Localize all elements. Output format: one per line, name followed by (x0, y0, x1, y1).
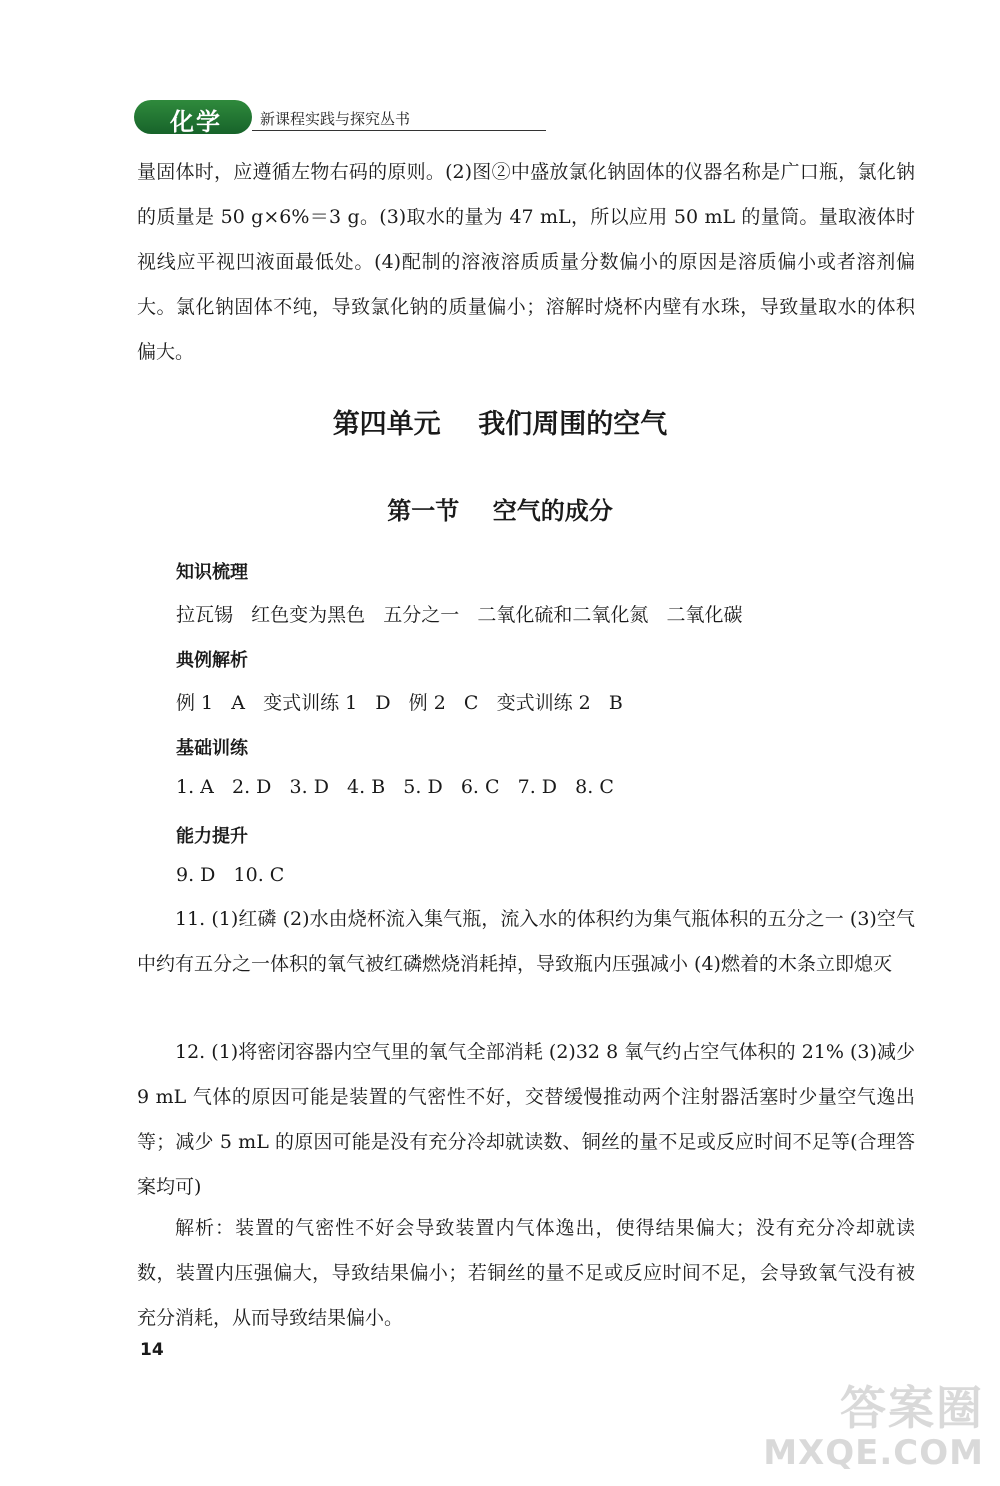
analysis-paragraph: 解析：装置的气密性不好会导致装置内气体逸出，使得结果偏大；没有充分冷却就读数，装置内压强偏大，导致结果偏小；若铜丝的量不足或反应时间不足，会导致氧气没有被充分消耗，从而导致结果偏小。 (137, 1217, 915, 1329)
section-title: 第一节 空气的成分 (387, 497, 613, 525)
examples-answers: 例 1 A 变式训练 1 D 例 2 C 变式训练 2 B (176, 692, 623, 714)
header-rule (252, 130, 546, 131)
page-number: 14 (140, 1340, 164, 1360)
question-12: 12. (1)将密闭容器内空气里的氧气全部消耗 (2)32 8 氧气约占空气体积的 21% (3)减少 9 mL 气体的原因可能是装置的气密性不好，交替缓慢推动两个注射器活塞时少量空气逸出等；减少 5 mL 的原因可能是没有充分冷却就读数、铜丝的量不足或反应时间不足等(合理答案均可) (137, 1041, 915, 1198)
basic-training-answers: 1. A 2. D 3. D 4. B 5. D 6. C 7. D 8. C (176, 776, 614, 798)
knowledge-heading: 知识梳理 (176, 562, 248, 583)
subject-badge (134, 100, 252, 134)
watermark-url: MXQE.COM (763, 1433, 984, 1473)
ability-heading: 能力提升 (176, 826, 248, 847)
watermark (763, 1382, 984, 1472)
series-title: 新课程实践与探究丛书 (260, 110, 411, 128)
unit-title: 第四单元 我们周围的空气 (332, 409, 668, 440)
intro-paragraph: 量固体时，应遵循左物右码的原则。(2)图②中盛放氯化钠固体的仪器名称是广口瓶，氯化钠的质量是 50 g×6%＝3 g。(3)取水的量为 47 mL，所以应用 50 mL 的量筒。量取液体时视线应平视凹液面最低处。(4)配制的溶液溶质质量分数偏小的原因是溶质偏小或者溶剂偏大。氯化钠固体不纯，导致氯化钠的质量偏小；溶解时烧杯内壁有水珠，导致量取水的体积偏大。 (137, 161, 915, 363)
question-11: 11. (1)红磷 (2)水由烧杯流入集气瓶，流入水的体积约为集气瓶体积的五分之一 (3)空气中约有五分之一体积的氧气被红磷燃烧消耗掉，导致瓶内压强减小 (4)燃着的木条立即熄灭 (137, 908, 915, 975)
watermark-logo: 答案圈 (840, 1381, 984, 1435)
subject-label: 化学 (170, 108, 222, 136)
examples-heading: 典例解析 (176, 650, 248, 671)
ability-answers: 9. D 10. C (176, 864, 285, 886)
knowledge-answers: 拉瓦锡 红色变为黑色 五分之一 二氧化硫和二氧化氮 二氧化碳 (176, 604, 743, 626)
basic-training-heading: 基础训练 (176, 738, 248, 759)
